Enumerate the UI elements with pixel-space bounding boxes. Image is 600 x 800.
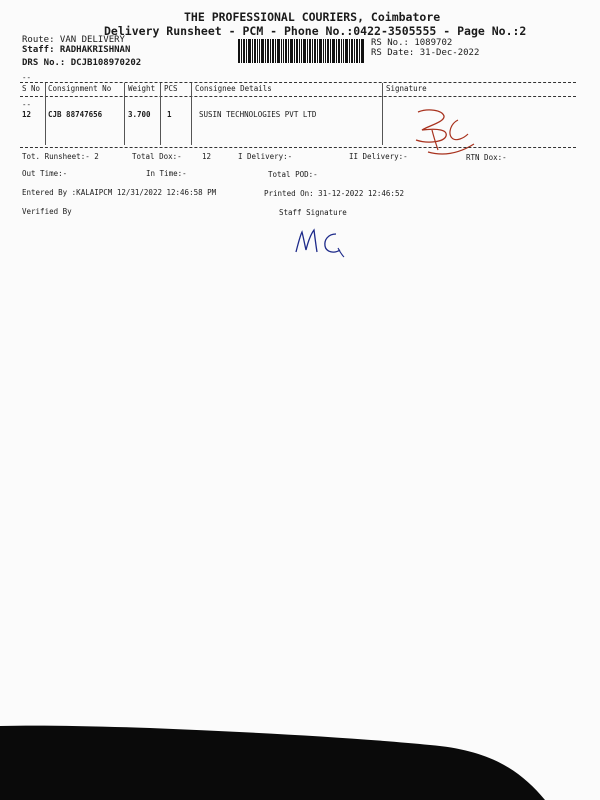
- staff-signature-label: Staff Signature: [279, 208, 347, 217]
- in-time: In Time:-: [146, 169, 187, 178]
- entered-by: Entered By :KALAIPCM 12/31/2022 12:46:58 PM: [22, 188, 217, 197]
- total-runsheet: Tot. Runsheet:- 2: [22, 152, 99, 161]
- out-time: Out Time:-: [22, 169, 68, 178]
- dash-mark: --: [22, 100, 32, 109]
- row-consignee: SUSIN TECHNOLOGIES PVT LTD: [199, 110, 317, 119]
- row-consignment-no: CJB 88747656: [48, 110, 103, 119]
- company-title: THE PROFESSIONAL COURIERS, Coimbatore: [184, 10, 441, 24]
- second-delivery: II Delivery:-: [349, 152, 408, 161]
- column-header-consignee: Consignee Details: [195, 84, 272, 93]
- verified-by: Verified By: [22, 207, 72, 216]
- row-sno: 12: [22, 110, 32, 119]
- column-divider: [124, 83, 125, 145]
- total-dox-label: Total Dox:-: [132, 152, 182, 161]
- rs-date: RS Date: 31-Dec-2022: [371, 48, 480, 58]
- dash-mark: --: [22, 73, 32, 82]
- header-divider: [20, 96, 576, 97]
- first-delivery: I Delivery:-: [238, 152, 293, 161]
- column-header-weight: Weight: [128, 84, 156, 93]
- table-bottom-divider: [20, 147, 576, 148]
- drs-number: DRS No.: DCJB108970202: [22, 58, 142, 68]
- printed-on: Printed On: 31-12-2022 12:46:52: [264, 189, 404, 198]
- total-dox-value: 12: [202, 152, 212, 161]
- row-weight: 3.700: [128, 110, 151, 119]
- column-divider: [45, 83, 46, 145]
- column-header-sno: S No: [22, 84, 41, 93]
- column-divider: [382, 83, 383, 145]
- route-label: Route: VAN DELIVERY: [22, 35, 125, 45]
- column-divider: [160, 83, 161, 145]
- rs-number: RS No.: 1089702: [371, 38, 453, 48]
- staff-label: Staff: RADHAKRISHNAN: [22, 45, 131, 55]
- rtn-dox: RTN Dox:-: [466, 153, 507, 162]
- total-pod: Total POD:-: [268, 170, 318, 179]
- column-header-pcs: PCS: [164, 84, 178, 93]
- runsheet-subtitle: Delivery Runsheet - PCM - Phone No.:0422-3505555 - Page No.:2: [104, 24, 527, 38]
- barcode: [238, 39, 364, 63]
- row-pcs: 1: [167, 110, 172, 119]
- column-header-consignment: Consignment No: [48, 84, 112, 93]
- column-header-signature: Signature: [386, 84, 427, 93]
- column-divider: [191, 83, 192, 145]
- staff-signature: [292, 222, 348, 258]
- table-top-divider: [20, 82, 576, 83]
